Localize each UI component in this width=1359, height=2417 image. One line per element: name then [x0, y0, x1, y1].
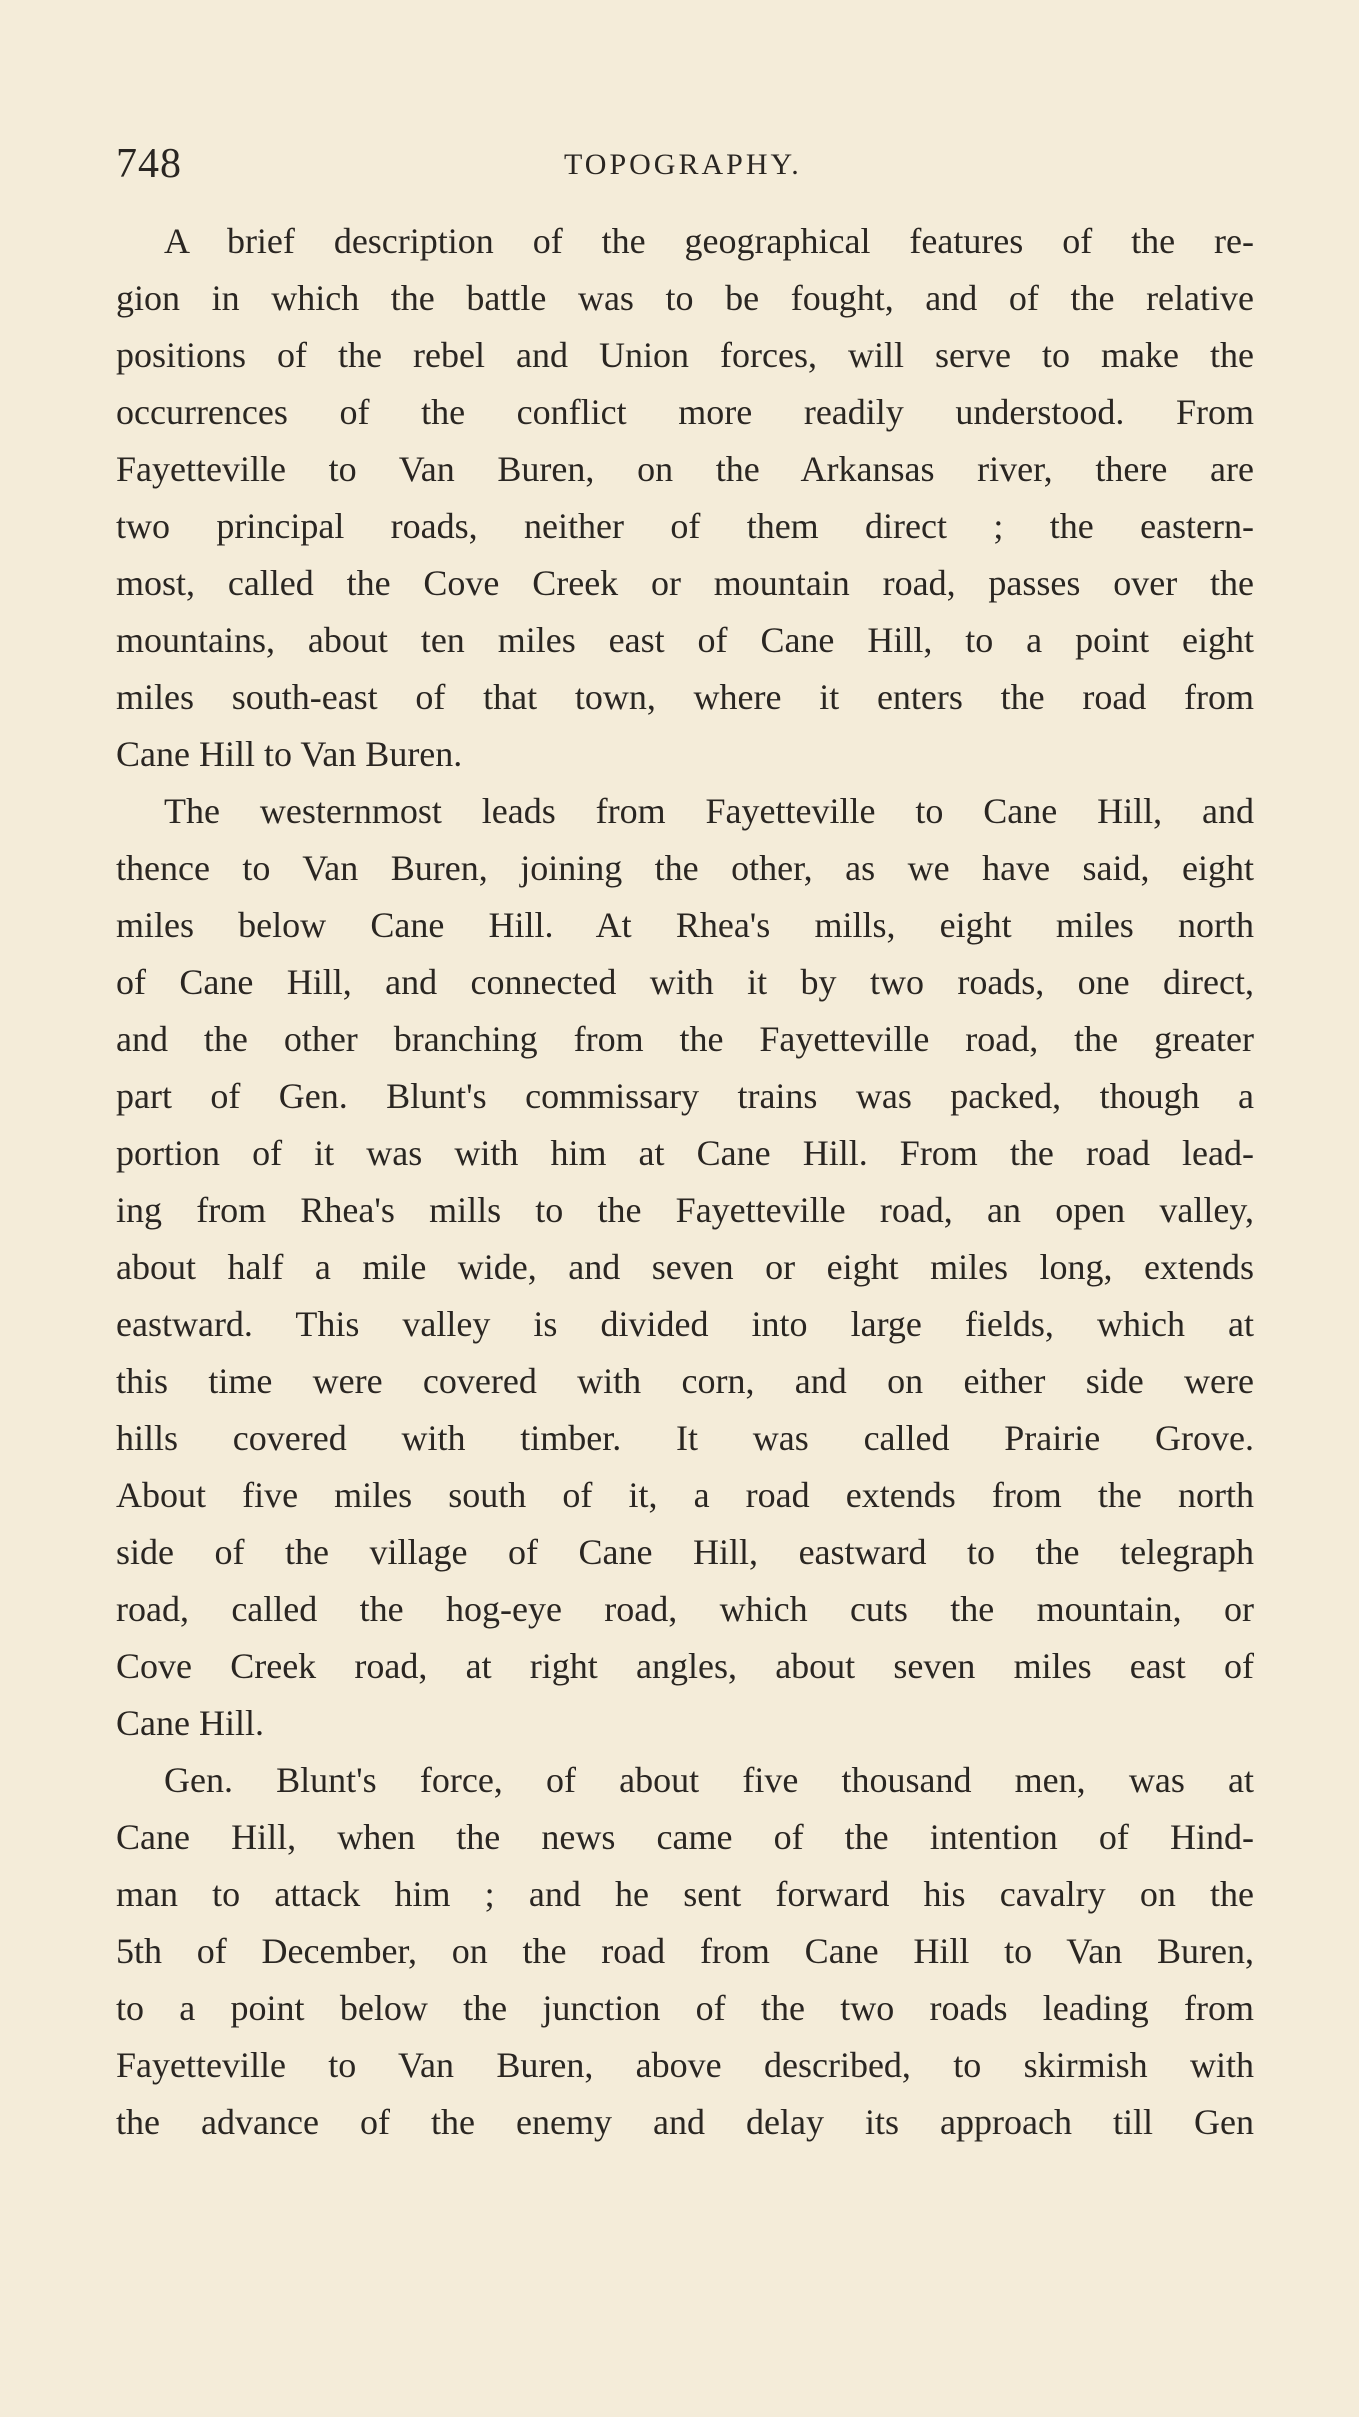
text-line: side of the village of Cane Hill, eastward to the telegraph: [116, 1532, 1254, 1572]
text-line: eastward. This valley is divided into large fields, which at: [116, 1304, 1254, 1344]
text-line: this time were covered with corn, and on either side were: [116, 1361, 1254, 1401]
text-line: of Cane Hill, and connected with it by two roads, one direct,: [116, 962, 1254, 1002]
paragraph: [116, 213, 1254, 783]
text-line: occurrences of the conflict more readily understood. From: [116, 392, 1254, 432]
text-line: miles below Cane Hill. At Rhea's mills, eight miles north: [116, 905, 1254, 945]
text-line: Cane Hill.: [116, 1703, 264, 1743]
text-line: part of Gen. Blunt's commissary trains was packed, though a: [116, 1076, 1254, 1116]
text-line: Fayetteville to Van Buren, on the Arkansas river, there are: [116, 449, 1254, 489]
text-line: 5th of December, on the road from Cane Hill to Van Buren,: [116, 1931, 1254, 1971]
text-line: road, called the hog-eye road, which cuts the mountain, or: [116, 1589, 1254, 1629]
page-number: 748: [116, 141, 182, 187]
text-line: ing from Rhea's mills to the Fayetteville road, an open valley,: [116, 1190, 1254, 1230]
text-line: Cove Creek road, at right angles, about seven miles east of: [116, 1646, 1254, 1686]
body-text: [116, 213, 1254, 2151]
text-line: to a point below the junction of the two roads leading from: [116, 1988, 1254, 2028]
running-title: TOPOGRAPHY.: [564, 148, 802, 181]
text-line: about half a mile wide, and seven or eight miles long, extends: [116, 1247, 1254, 1287]
text-line: hills covered with timber. It was called Prairie Grove.: [116, 1418, 1254, 1458]
text-line: and the other branching from the Fayetteville road, the greater: [116, 1019, 1254, 1059]
text-line: two principal roads, neither of them direct ; the eastern-: [116, 506, 1254, 546]
text-line: mountains, about ten miles east of Cane Hill, to a point eight: [116, 620, 1254, 660]
text-line: The westernmost leads from Fayetteville to Cane Hill, and: [164, 791, 1254, 831]
text-line: miles south-east of that town, where it enters the road from: [116, 677, 1254, 717]
text-line: the advance of the enemy and delay its approach till Gen: [116, 2102, 1254, 2142]
text-line: Cane Hill to Van Buren.: [116, 734, 463, 774]
text-line: man to attack him ; and he sent forward his cavalry on the: [116, 1874, 1254, 1914]
running-head: [116, 140, 1266, 190]
text-line: positions of the rebel and Union forces, will serve to make the: [116, 335, 1254, 375]
text-line: most, called the Cove Creek or mountain road, passes over the: [116, 563, 1254, 603]
text-line: thence to Van Buren, joining the other, as we have said, eight: [116, 848, 1254, 888]
text-line: gion in which the battle was to be fought, and of the relative: [116, 278, 1254, 318]
paragraph: [116, 783, 1254, 1752]
text-line: Fayetteville to Van Buren, above described, to skirmish with: [116, 2045, 1254, 2085]
text-line: A brief description of the geographical features of the re-: [164, 221, 1254, 261]
text-line: About five miles south of it, a road extends from the north: [116, 1475, 1254, 1515]
paragraph: [116, 1752, 1254, 2151]
text-line: Cane Hill, when the news came of the intention of Hind-: [116, 1817, 1254, 1857]
text-line: Gen. Blunt's force, of about five thousand men, was at: [164, 1760, 1254, 1800]
text-line: portion of it was with him at Cane Hill. From the road lead-: [116, 1133, 1254, 1173]
